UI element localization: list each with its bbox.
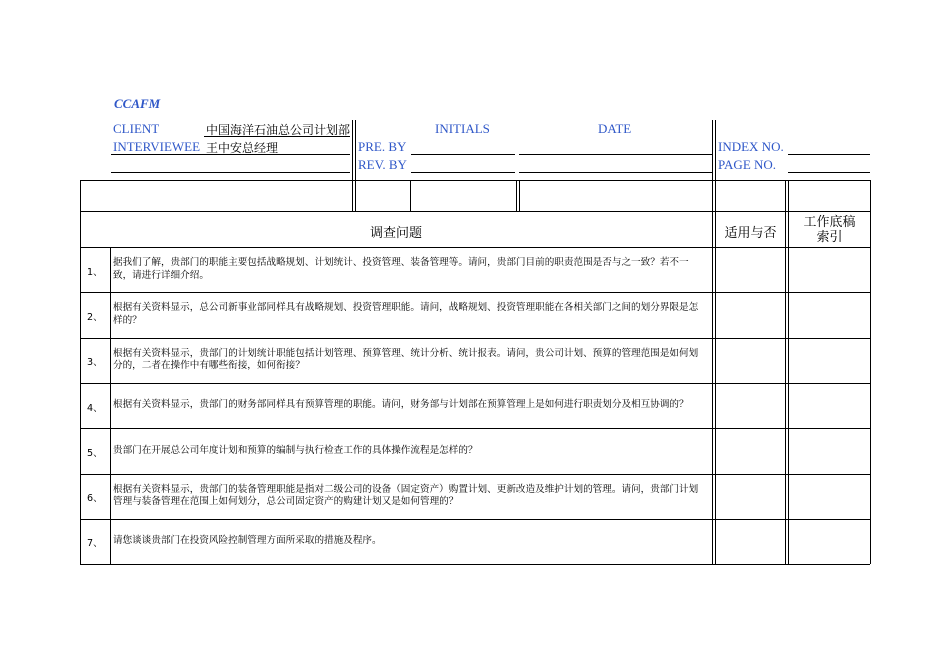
pre-by-initials-line — [411, 154, 515, 155]
question-text: 根据有关资料显示，贵部门的财务部同样具有预算管理的职能。请问，财务部与计划部在预算管理上是如何进行职责划分及相互协调的？ — [113, 399, 689, 411]
header-row-top-line — [80, 211, 870, 212]
header-row-bottom-line — [80, 247, 870, 248]
question-number: 2、 — [87, 311, 103, 323]
page-no-label: PAGE NO. — [718, 157, 777, 172]
row-divider — [80, 292, 870, 293]
row-divider — [80, 564, 870, 565]
date-label: DATE — [598, 121, 632, 136]
question-text: 根据有关资料显示，贵部门的装备管理职能是指对二级公司的设备（固定资产）购置计划、更新改造及维护计划的管理。请问，贵部门计划管理与装备管理在范围上如何划分，总公司固定资产的购建计划又是如何管理的？ — [113, 483, 699, 508]
interviewee-value: 王中安总经理 — [206, 141, 279, 155]
rev-by-date-line — [519, 172, 712, 173]
column-header-applicable: 适用与否 — [724, 226, 777, 241]
question-number: 1、 — [87, 266, 103, 278]
client-value: 中国海洋石油总公司计划部 — [206, 123, 351, 137]
question-text: 根据有关资料显示，贵部门的计划统计职能包括计划管理、预算管理、统计分析、统计报表。请问，贵公司计划、预算的管理范围是如何划分的，二者在操作中有哪些衔接，如何衔接？ — [113, 347, 699, 372]
question-number: 3、 — [87, 357, 103, 369]
divider-line — [352, 120, 353, 212]
divider-line — [355, 120, 356, 212]
question-number: 4、 — [87, 402, 103, 414]
divider-line — [410, 180, 411, 211]
pre-by-label: PRE. BY — [358, 139, 407, 154]
question-text: 根据有关资料显示，总公司新事业部同样具有战略规划、投资管理职能。请问，战略规划、投资管理职能在各相关部门之间的划分界限是怎样的？ — [113, 302, 699, 326]
number-column-divider — [110, 247, 111, 564]
page-no-line — [788, 172, 870, 173]
rev-by-initials-line — [411, 172, 515, 173]
question-text: 贵部门在开展总公司年度计划和预算的编制与执行检查工作的具体操作流程是怎样的？ — [113, 444, 478, 456]
question-number: 5、 — [87, 447, 103, 459]
column-header-question: 调查问题 — [369, 226, 422, 241]
divider-line — [519, 180, 520, 211]
company-logo-text: CCAFM — [114, 96, 161, 111]
row-divider — [80, 428, 870, 429]
initials-label: INITIALS — [435, 121, 490, 136]
divider-line — [516, 180, 517, 211]
question-number: 6、 — [87, 493, 103, 505]
table-top-line — [80, 180, 870, 181]
question-number: 7、 — [87, 538, 103, 550]
column-header-index — [789, 215, 870, 245]
interviewee-label: INTERVIEWEE — [113, 139, 201, 154]
pre-by-date-line — [519, 154, 712, 155]
index-no-line — [788, 154, 870, 155]
row-divider — [80, 383, 870, 384]
question-text: 据我们了解，贵部门的职能主要包括战略规划、计划统计、投资管理、装备管理等。请问，贵部门目前的职责范围是否与之一致？若不一致，请进行详细介绍。 — [113, 257, 689, 281]
interviewee-underline — [111, 154, 350, 155]
divider-line — [712, 120, 713, 212]
row-divider — [80, 474, 870, 475]
row-divider — [80, 519, 870, 520]
divider-line — [715, 120, 716, 212]
question-text: 请您谈谈贵部门在投资风险控制管理方面所采取的措施及程序。 — [113, 535, 382, 547]
header-bottom-line — [111, 172, 350, 173]
client-underline — [204, 136, 350, 137]
column-header-index-line2: 索引 — [816, 230, 843, 245]
divider-line — [785, 180, 786, 564]
row-divider — [80, 338, 870, 339]
rev-by-label: REV. BY — [358, 157, 407, 172]
client-label: CLIENT — [113, 121, 160, 136]
divider-line — [715, 211, 716, 564]
column-header-index-line1: 工作底稿 — [803, 215, 856, 230]
divider-line — [712, 211, 713, 564]
table-right-border — [870, 180, 871, 564]
index-no-label: INDEX NO. — [718, 139, 784, 154]
